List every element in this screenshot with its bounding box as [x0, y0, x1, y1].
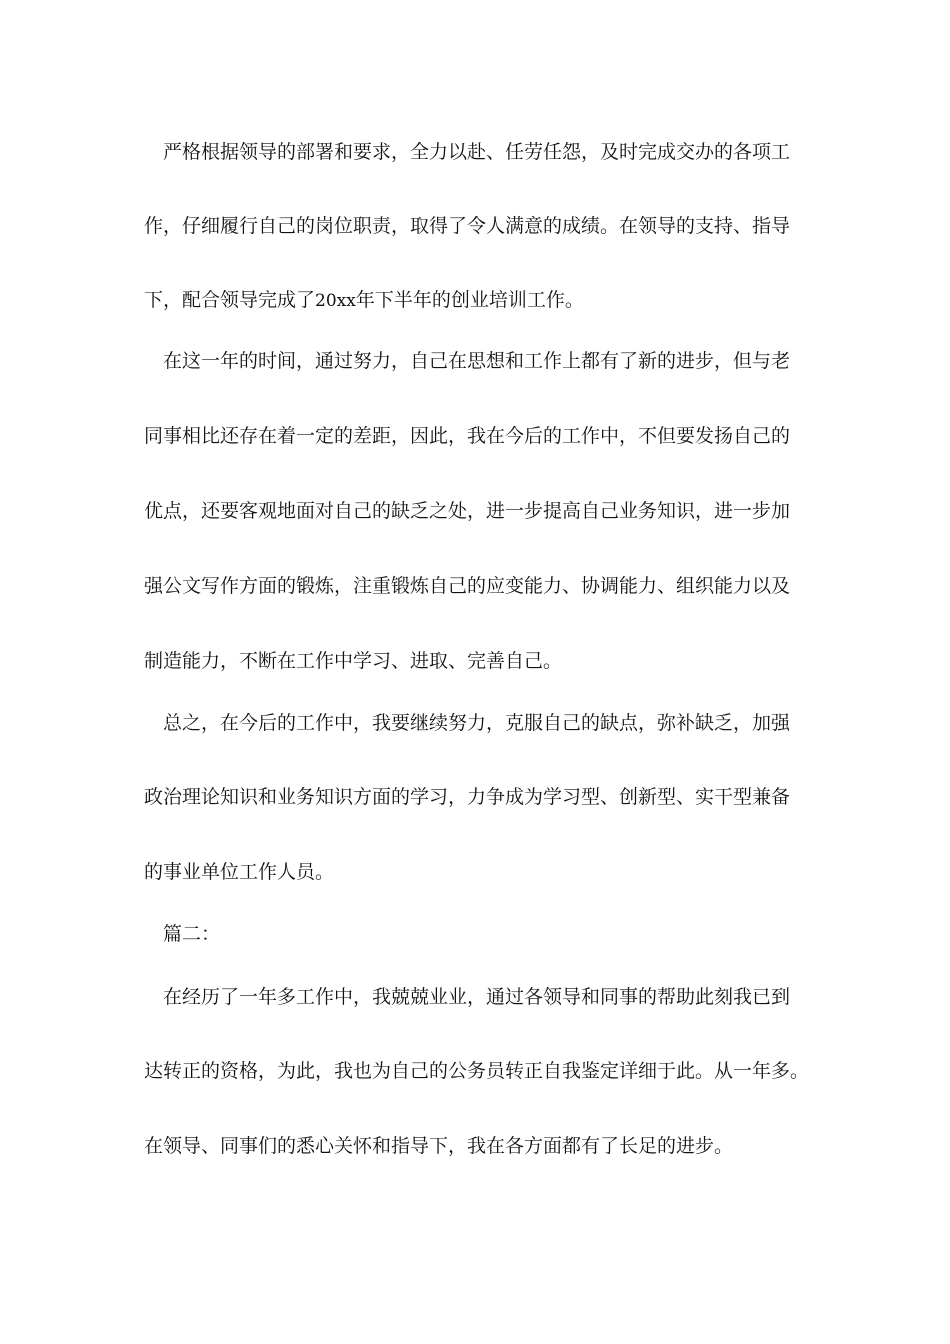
paragraph-1-line-2: 作，仔细履行自己的岗位职责，取得了令人满意的成绩。在领导的支持、指导	[144, 215, 791, 237]
paragraph-4-line-1: 在经历了一年多工作中，我兢兢业业，通过各领导和同事的帮助此刻我已到	[163, 986, 791, 1008]
paragraph-2-line-2: 同事相比还存在着一定的差距，因此，我在今后的工作中，不但要发扬自己的	[144, 425, 791, 447]
paragraph-3-line-3: 的事业单位工作人员。	[144, 861, 335, 883]
section-heading-part-two: 篇二：	[163, 923, 221, 945]
paragraph-2-line-3: 优点，还要客观地面对自己的缺乏之处，进一步提高自己业务知识，进一步加	[144, 500, 791, 522]
paragraph-4-line-3: 在领导、同事们的悉心关怀和指导下，我在各方面都有了长足的进步。	[144, 1135, 734, 1157]
paragraph-2-line-4: 强公文写作方面的锻炼，注重锻炼自己的应变能力、协调能力、组织能力以及	[144, 575, 791, 597]
year-placeholder: 20xx	[315, 291, 356, 311]
paragraph-2-line-5: 制造能力，不断在工作中学习、进取、完善自己。	[144, 650, 563, 672]
paragraph-3-line-2: 政治理论知识和业务知识方面的学习，力争成为学习型、创新型、实干型兼备	[144, 786, 791, 808]
paragraph-3-line-1: 总之，在今后的工作中，我要继续努力，克服自己的缺点，弥补缺乏，加强	[163, 712, 791, 734]
paragraph-1-line-3-part-2: 年下半年的创业培训工作。	[355, 289, 584, 311]
paragraph-4-line-2: 达转正的资格，为此，我也为自己的公务员转正自我鉴定详细于此。从一年多。	[144, 1060, 810, 1082]
paragraph-1-line-1: 严格根据领导的部署和要求，全力以赴、任劳任怨，及时完成交办的各项工	[163, 141, 791, 163]
paragraph-1-line-3-part-1: 下，配合领导完成了	[144, 289, 316, 311]
paragraph-2-line-1: 在这一年的时间，通过努力，自己在思想和工作上都有了新的进步，但与老	[163, 350, 791, 372]
paragraph-1-line-3	[144, 287, 584, 314]
